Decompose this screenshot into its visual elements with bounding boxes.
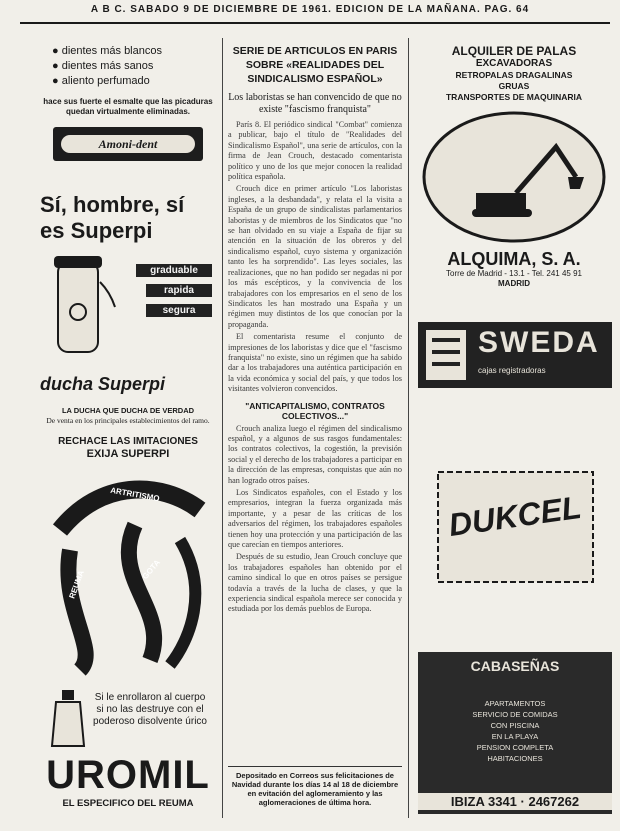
label-reuma: REUMA	[67, 569, 86, 600]
alquima-line-2: RETROPALAS DRAGALINAS	[455, 70, 573, 80]
ibiza-contact: IBIZA 3341 · 2467262	[418, 793, 612, 810]
ad-line-1: ● dientes más blancos	[52, 45, 162, 57]
brand-label: Amoni-dent	[61, 135, 195, 153]
ad-line-3: ● aliento perfumado	[52, 75, 150, 87]
headline-1: Sí, hombre, sí	[40, 192, 185, 217]
postal-note: Depositado en Correos sus felicitaciones de Navidad durante los días 14 al 18 de diciembre en evitación del aglomeramiento y las aglomeraciones de última hora.	[231, 771, 399, 807]
sweda-sub: cajas registradoras	[478, 366, 546, 375]
tag-segura: segura	[146, 304, 212, 317]
alquima-line-4: TRANSPORTES DE MAQUINARIA	[445, 92, 582, 102]
article-paragraph: Crouch dice en primer artículo "Los laboristas ingleses, a la desbandada", y relata el la visita a España de un grupo de sindicalistas parlamentarios laboristas y de miembros de los Sindicatos que "no se han olvidado en su viaje a España de fijar su atención en la situación de los obreros y del sindicalismo español, cuyo sistema y organización tanto les ha sorprendido". Las leyes sociales, las realizaciones, que no han podido ser negadas ni por los más escépticos, y la convivencia de los trabajadores con los empresarios en el seno de los Sindicatos les han mostrado una España y un régimen muy distintos de los que conocían por la propaganda.	[228, 184, 402, 329]
article	[228, 44, 402, 814]
article-paragraph: Después de su estudio, Jean Crouch concluye que los trabajadores españoles han obtenido por el camino sindical lo que en otros países se persigue todavía a través de la lucha de clases, y que la experiencia sindical española merece ser conocida y estudiada por los demás pueblos de Europa.	[228, 552, 402, 614]
ibiza-ad	[418, 652, 612, 814]
water-heater-illustration	[50, 252, 120, 362]
alquima-line-3: GRUAS	[498, 81, 530, 91]
article-paragraph: Crouch analiza luego el régimen del sindicalismo español, y a algunos de sus rasgos fundamentales: los contratos colectivos, la cogestión, la previsión social y el derecho de los trabajadores a participar en la dirección de las empresas, conquistas que aún no han logrado otros países.	[228, 423, 402, 485]
uromil-slogan: EL ESPECIFICO DEL REUMA	[62, 798, 194, 809]
ibiza-line: HABITACIONES	[487, 754, 543, 763]
alquima-title: ALQUILER DE PALAS	[451, 44, 577, 58]
column-divider-left	[222, 38, 223, 818]
ibiza-line: EN LA PLAYA	[491, 732, 539, 741]
postal-note-box	[228, 766, 402, 807]
uromil-body: Si le enrollaron al cuerpo si no las destruye con el poderoso disolvente úrico	[93, 692, 207, 727]
label-artritismo: ARTRITISMO	[109, 485, 161, 504]
cta-1: RECHACE LAS IMITACIONES	[58, 436, 198, 447]
uromil-brand: UROMIL	[46, 753, 210, 797]
alquima-line-1: EXCAVADORAS	[475, 58, 553, 69]
product-name: ducha Superpi	[40, 374, 166, 394]
alquima-ad	[414, 44, 614, 316]
page-header	[0, 4, 620, 30]
column-divider-right	[408, 38, 409, 818]
ad-note: hace sus fuerte el esmalte que las picaduras quedan virtualmente eliminadas.	[43, 97, 213, 116]
ad-line-2: ● dientes más sanos	[52, 60, 154, 72]
excavator-illustration	[416, 107, 612, 247]
ibiza-line: APARTAMENTOS	[484, 699, 546, 708]
toothpaste-ad	[40, 44, 216, 186]
tag-graduable: graduable	[136, 264, 212, 277]
toothpaste-tube	[53, 127, 203, 161]
tagline: LA DUCHA QUE DUCHA DE VERDAD	[61, 406, 195, 415]
ibiza-line: SERVICIO DE COMIDAS	[472, 710, 558, 719]
dukcel-brand: DUKCEL	[446, 488, 584, 544]
header-text: A B C. SABADO 9 DE DICIEMBRE DE 1961. EDICION DE LA MAÑANA. PAG. 64	[90, 4, 530, 15]
bottle-icon	[48, 688, 88, 748]
uromil-ad	[40, 470, 216, 815]
ibiza-line: CON PISCINA	[490, 721, 540, 730]
sweda-ad	[418, 322, 612, 388]
tag-rapida: rapida	[146, 284, 212, 297]
ibiza-line: PENSION COMPLETA	[476, 743, 554, 752]
company-city: MADRID	[498, 279, 530, 288]
article-paragraph: El comentarista resume el conjunto de impresiones de los laboristas y dice que el "fascismo franquista" no existe, sino un régimen que ha sabido dar a los trabajadores una auténtica participación en la vida económica y social del país, y que todos los visitantes volvieron convencidos.	[228, 332, 402, 394]
article-paragraph: París 8. El periódico sindical "Combat" comienza a publicar, bajo el título de "Realidades del Sindicalismo Español", una serie de artículos, con la firma de Jean Crouch, destacado comentarista político y uno de los que mejor conocen la realidad política española.	[228, 120, 402, 182]
headline-2: es Superpi	[40, 218, 153, 243]
sweda-logo-icon	[426, 330, 466, 380]
article-lead: Los laboristas se han convencido de que no existe "fascismo franquista"	[228, 92, 402, 115]
label-gota: GOTA	[140, 557, 162, 582]
dukcel-ad	[418, 452, 612, 602]
article-paragraph: Los Sindicatos españoles, con el Estado y los empresarios, integran la fuerza organizada más importante, y a pesar de las críticas de los adversarios del régimen, los trabajadores españoles tienen hoy una protección y una participación de las que carecían en tiempos anteriores.	[228, 488, 402, 550]
company-name: ALQUIMA, S. A.	[447, 249, 581, 269]
snake-illustration	[40, 470, 216, 680]
superpi-ad	[40, 192, 216, 462]
company-address: Torre de Madrid - 13.1 - Tel. 241 45 91	[446, 269, 582, 278]
sweda-brand: SWEDA	[478, 326, 600, 359]
header-rule	[20, 22, 610, 24]
sub-line: De venta en los principales establecimientos del ramo.	[46, 416, 210, 425]
article-subhead: "ANTICAPITALISMO, CONTRATOS COLECTIVOS..."	[245, 400, 385, 421]
cta-2: EXIJA SUPERPI	[86, 448, 170, 460]
ibiza-title: CABASEÑAS	[470, 658, 560, 674]
article-title: SERIE DE ARTICULOS EN PARIS SOBRE «REALIDADES DEL SINDICALISMO ESPAÑOL»	[232, 45, 398, 85]
